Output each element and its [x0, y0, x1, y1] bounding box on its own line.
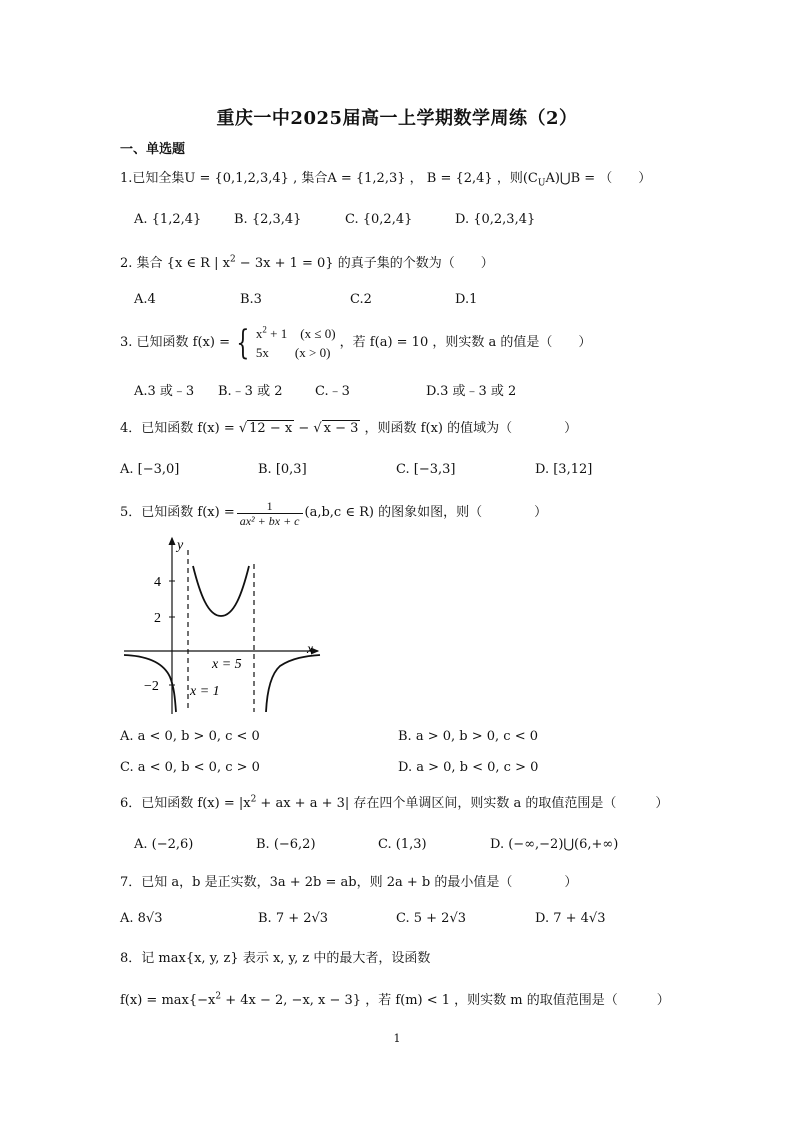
q1-stem-text: 1.已知全集U = {0,1,2,3,4} , 集合A = {1,2,3} ， B = {2,4} ，则(C [120, 171, 538, 186]
q4-sqrt-2: x − 3 [323, 421, 359, 436]
q4-stem-a: 4．已知函数 f(x) = [120, 421, 239, 436]
tick-label-2: 2 [154, 611, 161, 626]
q8-line2-b: + 4x − 2, −x, x − 3} ，若 f(m) < 1 ，则实数 m 的取值范围是（ ） [221, 993, 670, 1008]
q4-option-c[interactable]: C. [−3,3] [396, 462, 456, 477]
q5-frac-den: ax² + bx + c [239, 513, 300, 528]
q3-case-1 [256, 324, 336, 343]
q6-option-c[interactable]: C. (1,3) [378, 837, 427, 852]
q4-sqrt-1: 12 − x [249, 421, 293, 436]
question-3-stem [120, 320, 591, 367]
question-7-stem: 7．已知 a，b 是正实数，3a + 2b = ab，则 2a + b 的最小值是（ ） [120, 875, 578, 890]
q6-sup: 2 [250, 794, 257, 805]
question-6-stem [120, 795, 668, 813]
q1-option-d[interactable]: D. {0,2,3,4} [455, 212, 536, 227]
tick-label-neg2: −2 [144, 679, 159, 694]
q6-option-a[interactable]: A. (−2,6) [134, 837, 194, 852]
x-axis-label: x [307, 642, 314, 657]
q2-stem-a: 2. 集合 {x ∈ R | x [120, 256, 230, 271]
asymptote-label-5: x = 5 [212, 657, 242, 672]
q7-option-d[interactable]: D. 7 + 4√3 [535, 911, 606, 926]
q1-subscript: U [537, 178, 546, 189]
q3-option-a[interactable]: A.3 或﹣3 [134, 384, 195, 399]
q3-option-d[interactable]: D.3 或﹣3 或 2 [426, 384, 517, 399]
q2-option-c[interactable]: C.2 [350, 292, 372, 307]
q3-case1-a: x [255, 326, 263, 341]
page-title: 重庆一中2025届高一上学期数学周练（2） [216, 108, 578, 129]
q5-option-d[interactable]: D. a > 0, b < 0, c > 0 [398, 760, 539, 775]
q2-sup: 2 [229, 254, 236, 265]
q5-option-b[interactable]: B. a > 0, b > 0, c < 0 [398, 729, 538, 744]
q5-fraction [237, 499, 303, 528]
page-number: 1 [393, 1032, 401, 1045]
question-5-stem [120, 496, 547, 531]
left-brace-icon: { [236, 323, 250, 363]
q4-option-a[interactable]: A. [−3,0] [120, 462, 180, 477]
q1-option-a[interactable]: A. {1,2,4} [134, 212, 202, 227]
q2-option-d[interactable]: D.1 [455, 292, 478, 307]
q5-frac-num: 1 [237, 499, 303, 514]
q4-option-d[interactable]: D. [3,12] [535, 462, 593, 477]
q7-option-c[interactable]: C. 5 + 2√3 [396, 911, 467, 926]
curve-middle-branch [193, 566, 249, 616]
q4-stem-b: ，则函数 f(x) 的值域为（ ） [360, 421, 578, 436]
q4-minus: − [294, 421, 314, 436]
q3-case1-b: + 1 (x ≤ 0) [266, 326, 336, 341]
section-heading: 一、单选题 [120, 142, 186, 157]
q1-stem-tail: A)⋃B = （ ） [545, 171, 652, 186]
question-1-stem [120, 170, 651, 188]
q5-function-graph [120, 532, 330, 717]
tick-label-4: 4 [154, 575, 161, 590]
q7-option-b[interactable]: B. 7 + 2√3 [258, 911, 329, 926]
q6-option-d[interactable]: D. (−∞,−2)⋃(6,+∞) [490, 837, 619, 852]
y-axis-label: y [177, 538, 184, 553]
q6-option-b[interactable]: B. (−6,2) [256, 837, 316, 852]
q3-stem-a: 3. 已知函数 f(x) = [120, 335, 230, 350]
q5-stem-b: (a,b,c ∈ R) 的图象如图，则（ ） [304, 505, 548, 520]
q5-option-c[interactable]: C. a < 0, b < 0, c > 0 [120, 760, 260, 775]
asymptote-label-1: x = 1 [190, 684, 220, 699]
q4-option-b[interactable]: B. [0,3] [258, 462, 307, 477]
question-8-line-2 [120, 992, 670, 1010]
q6-stem-b: + ax + a + 3| 存在四个单调区间，则实数 a 的取值范围是（ ） [256, 796, 669, 811]
q2-option-a[interactable]: A.4 [134, 292, 156, 307]
curve-right-branch [266, 655, 320, 712]
q5-stem-a: 5．已知函数 f(x) = [120, 505, 235, 520]
q3-case-2: 5x (x > 0) [255, 345, 331, 360]
q2-stem-b: − 3x + 1 = 0} 的真子集的个数为（ ） [235, 256, 494, 271]
q8-line2-sup: 2 [215, 991, 222, 1002]
q2-option-b[interactable]: B.3 [240, 292, 262, 307]
q5-option-a[interactable]: A. a < 0, b > 0, c < 0 [120, 729, 260, 744]
q3-option-c[interactable]: C.﹣3 [315, 384, 350, 399]
question-4-stem: 4．已知函数 f(x) = √ 12 − x − √ x − 3 ，则函数 f(x) 的值域为（ ） [120, 421, 578, 436]
q6-stem-a: 6．已知函数 f(x) = |x [120, 796, 251, 811]
q1-option-b[interactable]: B. {2,3,4} [234, 212, 302, 227]
question-2-stem [120, 255, 494, 273]
q3-stem-b: ，若 f(a) = 10 ，则实数 a 的值是（ ） [339, 335, 592, 350]
q1-option-c[interactable]: C. {0,2,4} [345, 212, 413, 227]
q8-line2-a: f(x) = max{−x [120, 993, 216, 1008]
q3-piecewise [256, 324, 336, 362]
q3-option-b[interactable]: B.﹣3 或 2 [218, 384, 283, 399]
q7-option-a[interactable]: A. 8√3 [120, 911, 163, 926]
q3-case1-sup: 2 [262, 324, 267, 335]
question-8-line-1: 8．记 max{x, y, z} 表示 x, y, z 中的最大者，设函数 [120, 951, 431, 966]
